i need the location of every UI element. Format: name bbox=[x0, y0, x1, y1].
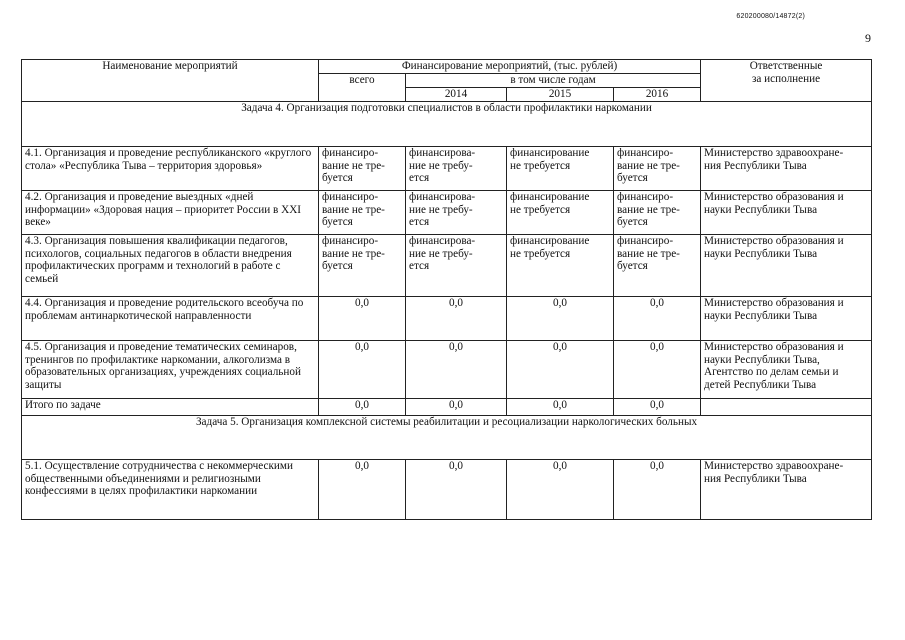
program-measures-table bbox=[21, 59, 872, 520]
responsible: Министерство здравоохране- ния Республики Тыва bbox=[701, 147, 872, 191]
subtotal-2014: 0,0 bbox=[406, 399, 507, 416]
header-year-2014: 2014 bbox=[406, 88, 507, 102]
value-2016: финансиро- вание не тре- буется bbox=[614, 147, 701, 191]
header-total: всего bbox=[319, 74, 406, 102]
measure-name: 4.3. Организация повышения квалификации педагогов, психологов, социальных педагогов в области внедрения профилактических программ и технологий в работе с семьей bbox=[22, 235, 319, 297]
measure-name: 4.4. Организация и проведение родительского всеобуча по проблемам антинаркотической направленности bbox=[22, 297, 319, 341]
table-row bbox=[22, 297, 872, 341]
subtotal-label: Итого по задаче bbox=[22, 399, 319, 416]
value-2014: 0,0 bbox=[406, 297, 507, 341]
table-row bbox=[22, 235, 872, 297]
value-2016: 0,0 bbox=[614, 341, 701, 399]
value-2014: 0,0 bbox=[406, 341, 507, 399]
task5-title-row bbox=[22, 416, 872, 460]
measure-name: 4.1. Организация и проведение республиканского «круглого стола» «Республика Тыва – территория здоровья» bbox=[22, 147, 319, 191]
table-row bbox=[22, 341, 872, 399]
value-2014: 0,0 bbox=[406, 460, 507, 520]
value-2015: финансирование не требуется bbox=[507, 235, 614, 297]
responsible: Министерство образования и науки Республики Тыва, Агентство по делам семьи и детей Республики Тыва bbox=[701, 341, 872, 399]
value-2016: финансиро- вание не тре- буется bbox=[614, 235, 701, 297]
value-2016: 0,0 bbox=[614, 460, 701, 520]
responsible: Министерство образования и науки Республики Тыва bbox=[701, 235, 872, 297]
responsible: Министерство здравоохране- ния Республики Тыва bbox=[701, 460, 872, 520]
total-value: финансиро- вание не тре- буется bbox=[319, 191, 406, 235]
responsible: Министерство образования и науки Республики Тыва bbox=[701, 191, 872, 235]
measure-name: 4.5. Организация и проведение тематических семинаров, тренингов по профилактике наркомании, алкоголизма в образовательных организациях, учреждениях социальной защиты bbox=[22, 341, 319, 399]
header-year-2016: 2016 bbox=[614, 88, 701, 102]
task4-title-row bbox=[22, 102, 872, 147]
measure-name: 4.2. Организация и проведение выездных «дней информации» «Здоровая нация – приоритет России в XXI веке» bbox=[22, 191, 319, 235]
total-value: 0,0 bbox=[319, 297, 406, 341]
value-2016: финансиро- вание не тре- буется bbox=[614, 191, 701, 235]
total-value: финансиро- вание не тре- буется bbox=[319, 235, 406, 297]
value-2015: финансирование не требуется bbox=[507, 147, 614, 191]
responsible: Министерство образования и науки Республики Тыва bbox=[701, 297, 872, 341]
total-value: 0,0 bbox=[319, 341, 406, 399]
table-row bbox=[22, 147, 872, 191]
subtotal-total: 0,0 bbox=[319, 399, 406, 416]
value-2015: 0,0 bbox=[507, 297, 614, 341]
value-2016: 0,0 bbox=[614, 297, 701, 341]
measure-name: 5.1. Осуществление сотрудничества с некоммерческими общественными объединениями и религиозными конфессиями в целях профилактики наркомании bbox=[22, 460, 319, 520]
value-2015: 0,0 bbox=[507, 460, 614, 520]
value-2014: финансирова- ние не требу- ется bbox=[406, 235, 507, 297]
header-financing: Финансирование мероприятий, (тыс. рублей) bbox=[319, 60, 701, 74]
header-name: Наименование мероприятий bbox=[22, 60, 319, 102]
subtotal-2016: 0,0 bbox=[614, 399, 701, 416]
value-2014: финансирова- ние не требу- ется bbox=[406, 147, 507, 191]
value-2014: финансирова- ние не требу- ется bbox=[406, 191, 507, 235]
header-year-2015: 2015 bbox=[507, 88, 614, 102]
subtotal-2015: 0,0 bbox=[507, 399, 614, 416]
document-code: 620200080/14872(2) bbox=[736, 13, 805, 20]
table-row bbox=[22, 460, 872, 520]
header-row-1 bbox=[22, 60, 872, 74]
table-row bbox=[22, 191, 872, 235]
subtotal-row bbox=[22, 399, 872, 416]
task5-title: Задача 5. Организация комплексной системы реабилитации и ресоциализации наркологических больных bbox=[22, 416, 872, 460]
total-value: 0,0 bbox=[319, 460, 406, 520]
value-2015: финансирование не требуется bbox=[507, 191, 614, 235]
total-value: финансиро- вание не тре- буется bbox=[319, 147, 406, 191]
value-2015: 0,0 bbox=[507, 341, 614, 399]
task4-title: Задача 4. Организация подготовки специалистов в области профилактики наркомании bbox=[22, 102, 872, 147]
page-number: 9 bbox=[865, 31, 871, 45]
header-responsible: Ответственные за исполнение bbox=[701, 60, 872, 102]
subtotal-responsible-empty bbox=[701, 399, 872, 416]
header-by-years: в том числе годам bbox=[406, 74, 701, 88]
